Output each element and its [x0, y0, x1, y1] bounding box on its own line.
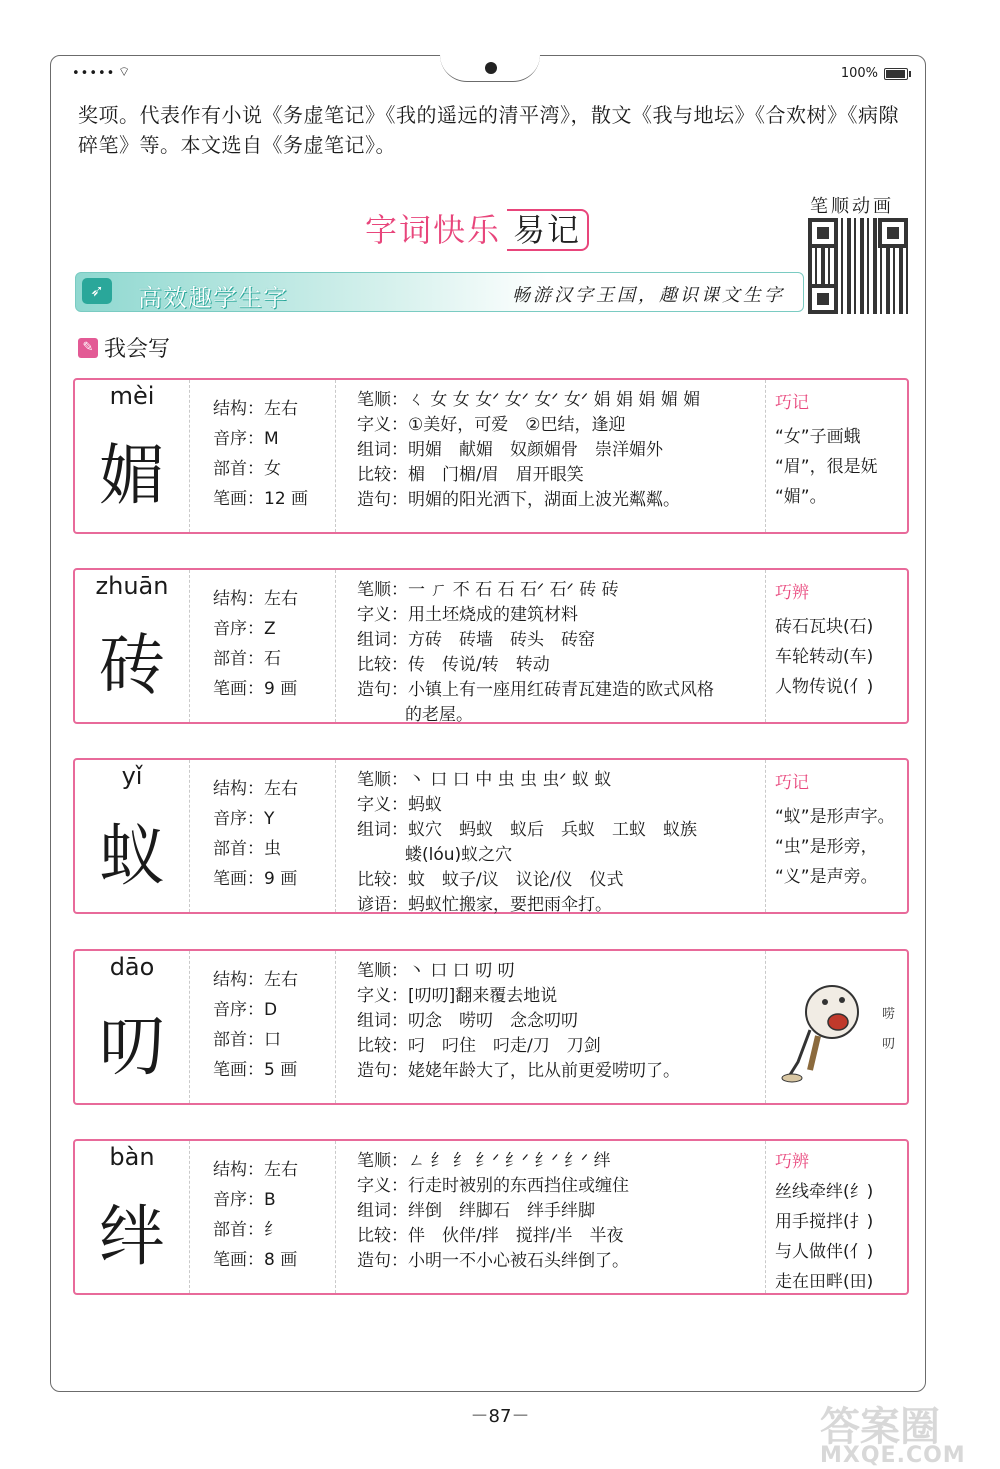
status-bar	[72, 66, 908, 88]
stroke-count: 笔画：5 画	[213, 1060, 298, 1080]
tip-line: “女”子画蛾	[775, 427, 861, 447]
battery-icon	[884, 68, 908, 80]
word-group: 组词：蚁穴 蚂蚁 蚁后 兵蚁 工蚁 蚁族	[357, 820, 697, 840]
pinyin: zhuān	[95, 572, 169, 600]
big-character: 蚁	[99, 817, 165, 894]
pinyin: dāo	[109, 953, 155, 981]
section-title	[365, 205, 589, 251]
phonetic-order: 音序：Z	[213, 619, 276, 639]
char-info	[213, 394, 308, 514]
signal-icon: •••••	[72, 66, 116, 81]
word-group: 组词：绊倒 绊脚石 绊手绊脚	[357, 1201, 595, 1221]
big-character: 砖	[99, 627, 165, 704]
memory-tip	[775, 578, 903, 702]
tip-line: “义”是声旁。	[775, 867, 878, 887]
char-card-mei	[73, 378, 909, 534]
tip-line: 砖石瓦块(石)	[775, 617, 874, 637]
tip-heading: 巧记	[775, 773, 809, 793]
tip-line: “蚁”是形声字。	[775, 807, 895, 827]
meaning: 字义：行走时被别的东西挡住或缠住	[357, 1176, 629, 1196]
tip-line: 人物传说(亻)	[775, 677, 874, 697]
subheading	[78, 332, 170, 363]
stroke-order: 笔顺：丶 口 口 叨 叨	[357, 961, 515, 981]
intro-text: 奖项。代表作有小说《务虚笔记》《我的遥远的清平湾》，散文《我与地坛》《合欢树》《病隙碎笔》等。本文选自《务虚笔记》。	[78, 103, 899, 157]
tip-line: 用手搅拌(扌)	[775, 1212, 874, 1232]
radical: 部首：纟	[213, 1220, 281, 1240]
divider	[335, 1141, 336, 1293]
tip-heading: 巧记	[775, 393, 809, 413]
structure: 结构：左右	[213, 589, 298, 609]
stroke-count: 笔画：12 画	[213, 489, 309, 509]
stroke-count: 笔画：9 画	[213, 679, 298, 699]
tip-line: 车轮转动(车)	[775, 647, 874, 667]
structure: 结构：左右	[213, 399, 298, 419]
tip-line: “媚”。	[775, 487, 827, 507]
word-group-cont: 蝼(lóu)蚁之穴	[405, 845, 513, 865]
char-card-ban	[73, 1139, 909, 1295]
meaning: 字义：蚂蚁	[357, 795, 442, 815]
structure: 结构：左右	[213, 970, 298, 990]
big-character: 绊	[99, 1198, 165, 1275]
char-card-zhuan	[73, 568, 909, 724]
char-info	[213, 774, 298, 894]
watermark-url: MXQE.COM	[820, 1443, 966, 1468]
char-column	[75, 951, 190, 1103]
char-details	[357, 1149, 757, 1274]
comparison: 比较：叼 叼住 叼走/刀 刀剑	[357, 1036, 601, 1056]
radical: 部首：虫	[213, 839, 281, 859]
comparison: 比较：蚊 蚊子/议 议论/仪 仪式	[357, 870, 624, 890]
meaning: 字义：用土坯烧成的建筑材料	[357, 605, 578, 625]
qr-code[interactable]	[808, 218, 908, 314]
section-title-part2: 易记	[507, 209, 589, 251]
stroke-order: 笔顺：ㄥ 纟 纟 纟ᐟ 纟ᐟ 纟ᐟ 纟ᐟ 绊	[357, 1151, 611, 1171]
char-column	[75, 380, 190, 532]
stroke-order: 笔顺：一 ㄏ 不 石 石 石ᐟ 石ᐟ 砖 砖	[357, 580, 619, 600]
char-details	[357, 768, 757, 918]
comparison: 比较：传 传说/转 转动	[357, 655, 550, 675]
radical: 部首：石	[213, 649, 281, 669]
memory-tip	[775, 388, 903, 512]
page-number: －87－	[470, 1406, 530, 1427]
word-group: 组词：叨念 唠叨 念念叨叨	[357, 1011, 578, 1031]
tip-line: “眉”，很是妩	[775, 457, 878, 477]
char-details	[357, 959, 757, 1084]
word-group: 组词：方砖 砖墙 砖头 砖窑	[357, 630, 595, 650]
divider	[335, 951, 336, 1103]
word-group: 组词：明媚 献媚 奴颜媚骨 崇洋媚外	[357, 440, 663, 460]
phonetic-order: 音序：D	[213, 1000, 278, 1020]
divider	[765, 570, 766, 722]
divider	[765, 951, 766, 1103]
char-info	[213, 584, 298, 704]
memory-tip	[775, 1147, 903, 1297]
radical: 部首：口	[213, 1030, 281, 1050]
subheading-text: 我会写	[104, 337, 171, 362]
wifi-icon: ⌔	[118, 65, 131, 80]
char-card-yi	[73, 758, 909, 914]
char-details	[357, 388, 757, 513]
comparison: 比较：伴 伙伴/拌 搅拌/半 半夜	[357, 1226, 624, 1246]
divider	[335, 760, 336, 912]
pinyin: mèi	[109, 382, 155, 410]
pencil-icon: ✎	[78, 338, 98, 358]
tip-heading: 巧辨	[775, 583, 809, 603]
tip-line: 与人做伴(亻)	[775, 1242, 874, 1262]
divider	[335, 380, 336, 532]
meaning: 字义：[叨叨]翻来覆去地说	[357, 986, 558, 1006]
example-sentence: 造句：姥姥年龄大了，比从前更爱唠叨了。	[357, 1061, 680, 1081]
divider	[335, 570, 336, 722]
cartoon-illustration	[770, 970, 900, 1085]
comparison: 比较：楣 门楣/眉 眉开眼笑	[357, 465, 584, 485]
watermark-text: 答案圈	[820, 1404, 940, 1450]
phonetic-order: 音序：B	[213, 1190, 276, 1210]
phonetic-order: 音序：Y	[213, 809, 275, 829]
radical: 部首：女	[213, 459, 281, 479]
stroke-count: 笔画：8 画	[213, 1250, 298, 1270]
char-column	[75, 760, 190, 912]
proverb: 谚语：蚂蚁忙搬家，要把雨伞打。	[357, 895, 612, 915]
phonetic-order: 音序：M	[213, 429, 279, 449]
divider	[765, 760, 766, 912]
tip-line: “虫”是形旁，	[775, 837, 878, 857]
stroke-order: 笔顺：丶 口 口 中 虫 虫 虫ᐟ 蚁 蚁	[357, 770, 612, 790]
cartoon-text-1: 唠	[882, 1007, 896, 1022]
divider	[765, 380, 766, 532]
memory-tip	[775, 768, 903, 892]
divider	[765, 1141, 766, 1293]
banner-subtitle: 畅游汉字王国，趣识课文生字	[512, 285, 785, 306]
char-details	[357, 578, 757, 728]
battery-percent: 100%	[840, 66, 878, 81]
section-banner	[75, 272, 804, 312]
structure: 结构：左右	[213, 779, 298, 799]
battery-status	[841, 66, 908, 81]
rocket-icon: ➶	[82, 278, 112, 304]
stroke-count: 笔画：9 画	[213, 869, 298, 889]
qr-label: 笔顺动画	[810, 196, 894, 217]
big-character: 叨	[99, 1008, 165, 1085]
banner-title: 高效趣学生字	[138, 284, 288, 312]
tip-heading: 巧辨	[775, 1152, 809, 1172]
example-sentence: 造句：小镇上有一座用红砖青瓦建造的欧式风格	[357, 680, 714, 700]
section-title-part1: 字词快乐	[365, 211, 502, 249]
meaning: 字义：①美好，可爱 ②巴结，逢迎	[357, 415, 626, 435]
pinyin: yǐ	[121, 762, 143, 790]
example-sentence: 造句：小明一不小心被石头绊倒了。	[357, 1251, 629, 1271]
pinyin: bàn	[109, 1143, 155, 1171]
example-sentence-cont: 的老屋。	[405, 705, 473, 725]
tip-line: 走在田畔(田)	[775, 1272, 874, 1292]
char-column	[75, 1141, 190, 1293]
stroke-order: 笔顺：ㄑ 女 女 女ᐟ 女ᐟ 女ᐟ 女ᐟ 娟 娟 娟 媚 媚	[357, 390, 701, 410]
cartoon-text-2: 叨	[882, 1037, 896, 1052]
structure: 结构：左右	[213, 1160, 298, 1180]
watermark	[820, 1395, 995, 1468]
char-info	[213, 965, 298, 1085]
example-sentence: 造句：明媚的阳光洒下，湖面上波光粼粼。	[357, 490, 680, 510]
char-info	[213, 1155, 298, 1275]
tip-line: 丝线牵绊(纟)	[775, 1182, 874, 1202]
char-column	[75, 570, 190, 722]
big-character: 媚	[99, 437, 165, 514]
